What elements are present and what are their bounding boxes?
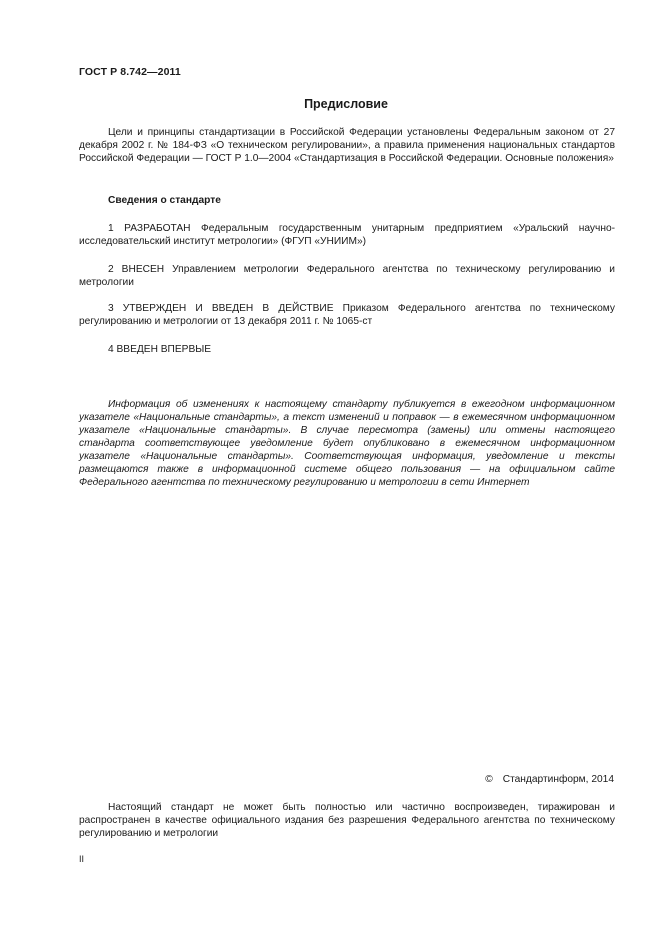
item-2-paragraph: 2 ВНЕСЕН Управлением метрологии Федерального агентства по техническому регулированию и метрологии <box>79 264 615 288</box>
document-code: ГОСТ Р 8.742—2011 <box>79 66 181 78</box>
item-4-paragraph: 4 ВВЕДЕН ВПЕРВЫЕ <box>108 344 212 355</box>
intro-section <box>79 126 615 165</box>
item-1-paragraph: 1 РАЗРАБОТАН Федеральным государственным унитарным предприятием «Уральский научно-исследовательский институт метрологии» (ФГУП «УНИИМ») <box>79 223 615 247</box>
section-subheading: Сведения о стандарте <box>108 195 221 206</box>
legal-notice-block <box>79 801 615 840</box>
page-number: II <box>79 854 85 864</box>
legal-notice-paragraph: Настоящий стандарт не может быть полностью или частично воспроизведен, тиражирован и распространен в качестве официального издания без разрешения Федерального агентства по техническому регулированию и метрологии <box>79 802 615 839</box>
item-1-block <box>79 222 615 248</box>
intro-paragraph: Цели и принципы стандартизации в Российской Федерации установлены Федеральным законом от 27 декабря 2002 г. № 184-ФЗ «О техническом регулировании», а правила применения национальных стандартов Российской Федерации — ГОСТ Р 1.0—2004 «Стандартизация в Российской Федерации. Основные положения» <box>79 127 615 164</box>
copyright-line <box>485 774 614 785</box>
info-notice-block <box>79 398 615 489</box>
copyright-text: Стандартинформ, 2014 <box>502 774 614 785</box>
info-notice-paragraph: Информация об изменениях к настоящему стандарту публикуется в ежегодном информационном указателе «Национальные стандарты», а текст изменений и поправок — в ежемесячном информационном указателе «Национальные стандарты». В случае пересмотра (замены) или отмены настоящего стандарта соответствующее уведомление будет опубликовано в ежемесячном информационном указателе «Национальные стандарты». Соответствующая информация, уведомление и тексты размещаются также в информационной системе общего пользования — на официальном сайте Федерального агентства по техническому регулированию и метрологии в сети Интернет <box>79 399 615 488</box>
page-title: Предисловие <box>304 97 388 111</box>
item-2-block <box>79 263 615 289</box>
item-3-paragraph: 3 УТВЕРЖДЕН И ВВЕДЕН В ДЕЙСТВИЕ Приказом Федерального агентства по техническому регулированию и метрологии от 13 декабря 2011 г. № 1065-ст <box>79 303 615 327</box>
copyright-icon: © <box>485 774 493 785</box>
item-3-block <box>79 302 615 328</box>
item-4-block <box>79 343 615 356</box>
